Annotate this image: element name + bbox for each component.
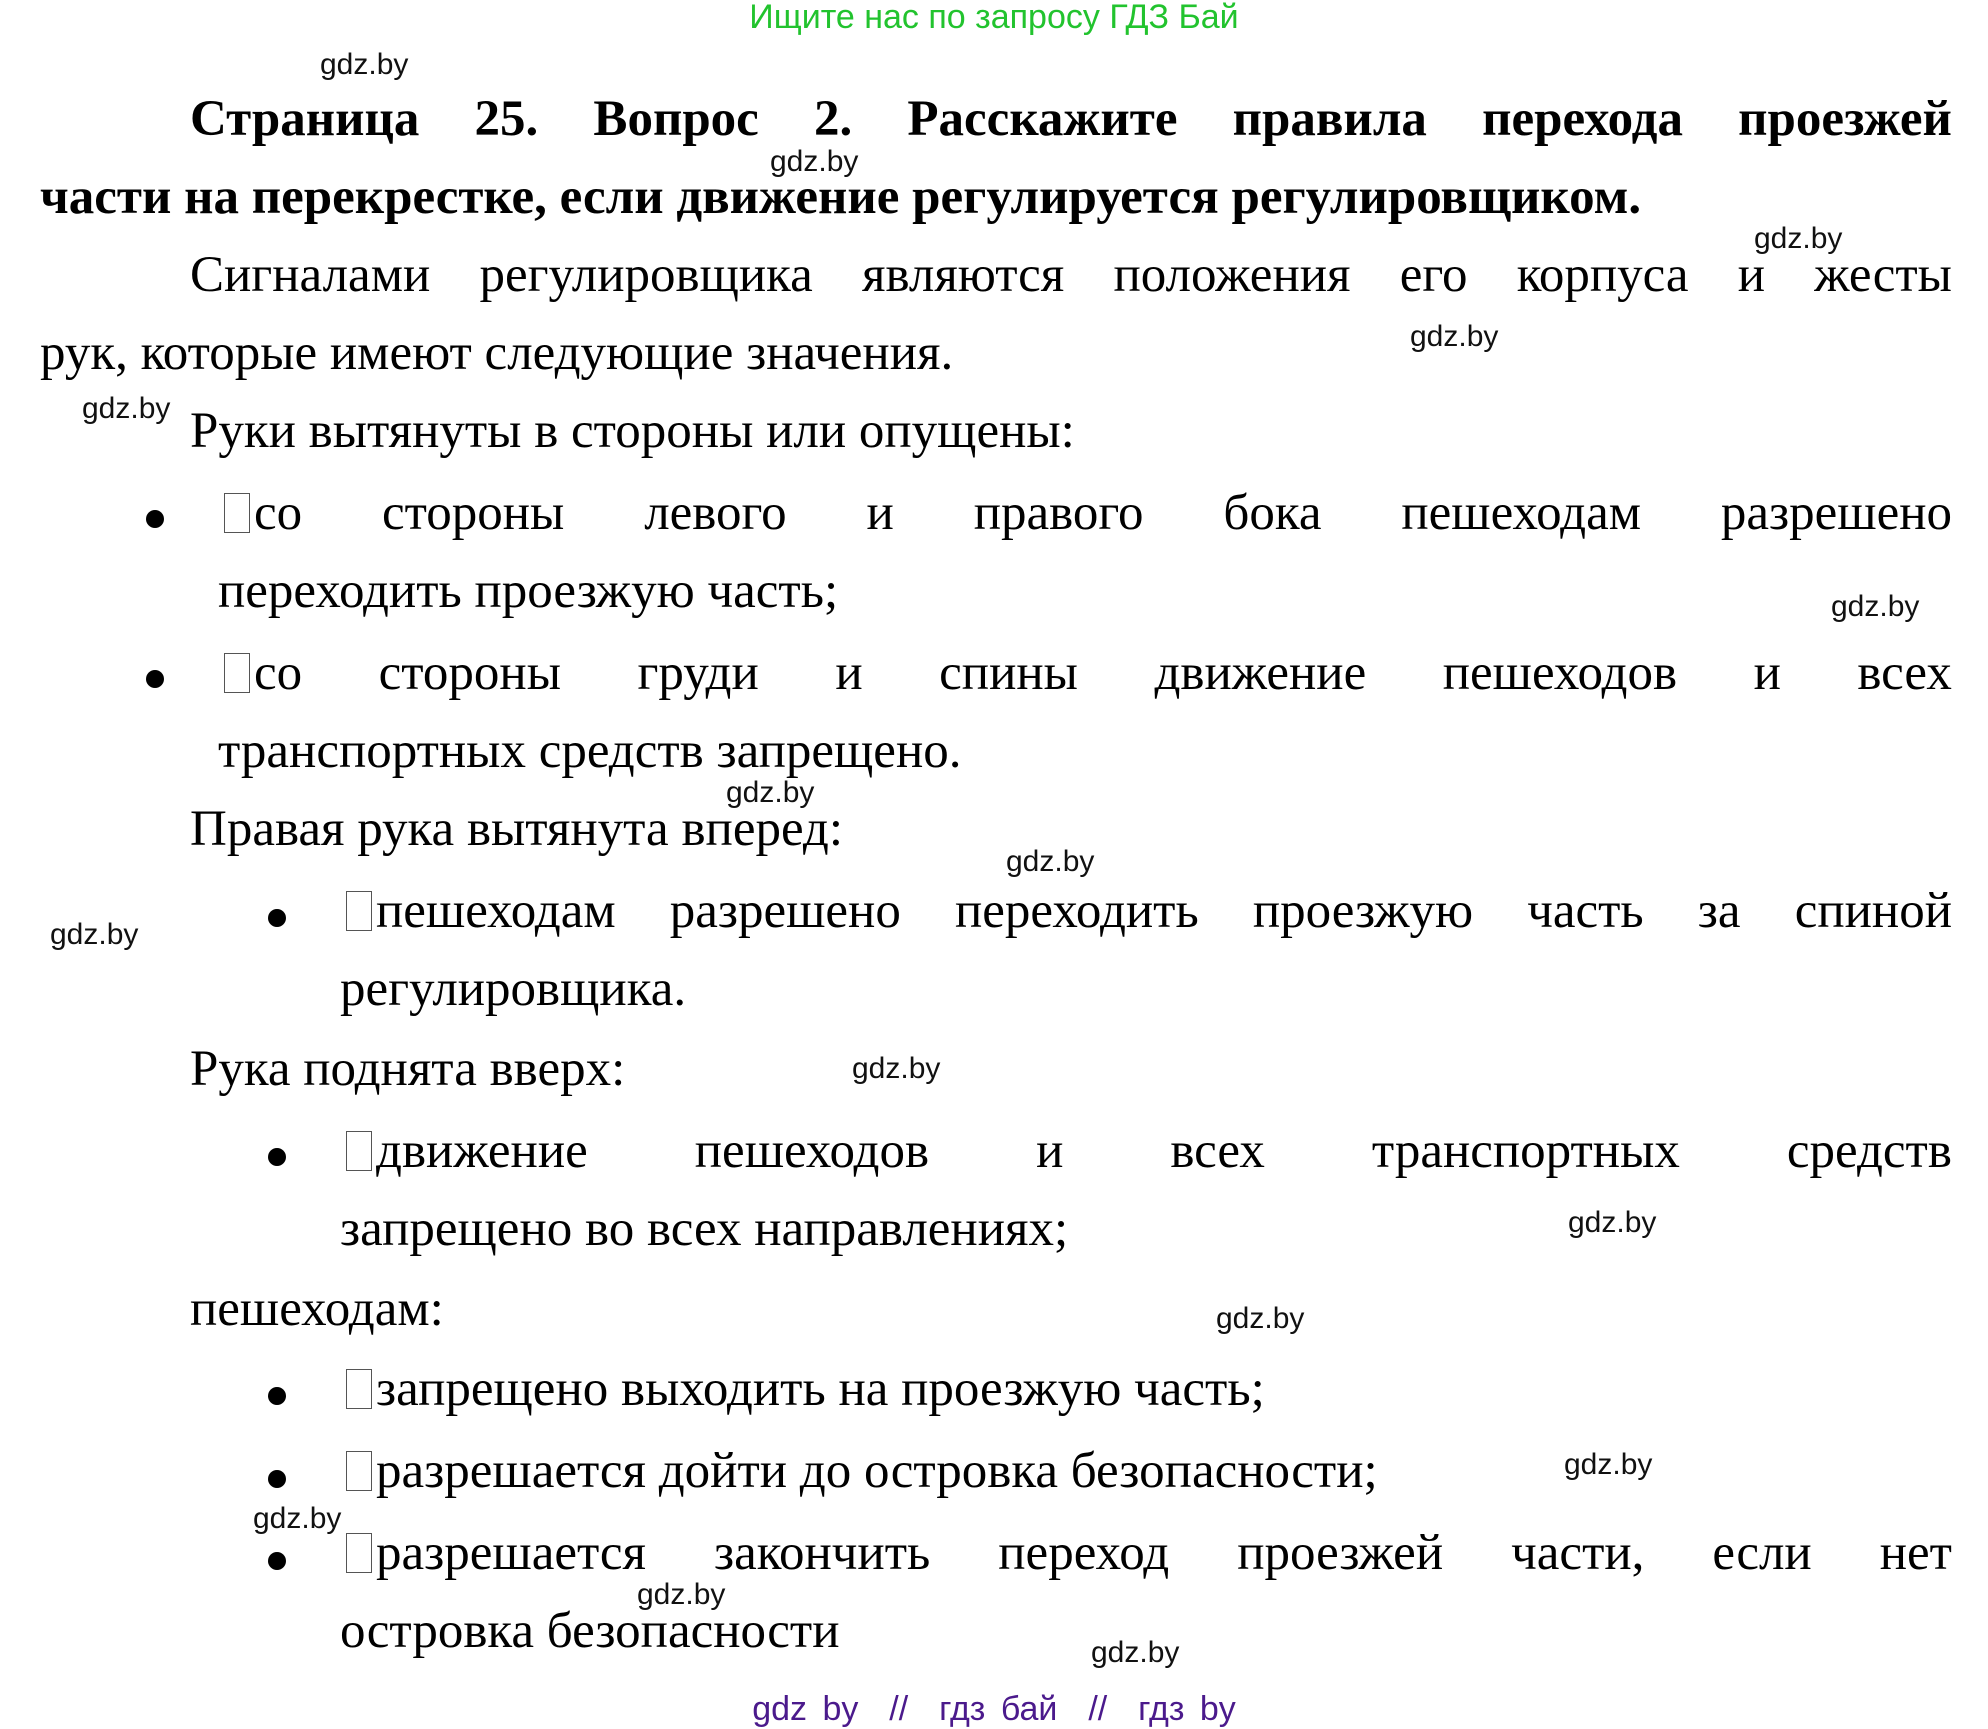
list-item-word (346, 1524, 646, 1582)
list-item-line-2: переходить проезжую часть; (218, 563, 839, 619)
footer-links: gdz by // гдз бай // гдз by (752, 1690, 1236, 1728)
intro-word: его (1399, 247, 1468, 303)
title-word: Страница (190, 91, 420, 147)
list-item-word: пешеходов (694, 1123, 930, 1179)
title-word: правила (1232, 91, 1427, 147)
bullet-icon (146, 670, 164, 688)
list-item-word: левого (644, 485, 787, 541)
title-word: перехода (1482, 91, 1683, 147)
list-item-word: движение (1154, 645, 1367, 701)
list-item-word: транспортных (1371, 1123, 1680, 1179)
list-item-word: части, (1511, 1525, 1645, 1581)
title-line-1 (190, 90, 1952, 148)
watermark: gdz.by (1564, 1448, 1653, 1481)
list-item-line-1 (346, 1442, 1378, 1500)
list-item-line-1 (346, 882, 1952, 940)
intro-word: Сигналами (190, 247, 431, 303)
intro-word: жесты (1814, 247, 1952, 303)
list-item-word (224, 484, 302, 542)
bullet-icon (268, 1470, 286, 1488)
missing-glyph-icon (346, 1533, 372, 1573)
bullet-icon (268, 1387, 286, 1405)
missing-glyph-icon (346, 891, 372, 931)
list-item-word: переход (998, 1525, 1170, 1581)
list-item-word: и (1753, 645, 1781, 701)
missing-glyph-icon (224, 493, 250, 533)
bullet-icon (268, 1148, 286, 1166)
watermark: gdz.by (1831, 590, 1920, 623)
watermark: gdz.by (1754, 222, 1843, 255)
watermark: gdz.by (320, 48, 409, 81)
list-item-word: всех (1857, 645, 1952, 701)
intro-line-1 (190, 246, 1952, 304)
section-heading: Правая рука вытянута вперед: (190, 801, 844, 857)
list-item-word: разрешено (1720, 485, 1952, 541)
word: со (254, 485, 303, 541)
list-item-line-2: транспортных средств запрещено. (218, 723, 962, 779)
bullet-icon (268, 1552, 286, 1570)
list-item-text: запрещено выходить на проезжую часть; (376, 1361, 1265, 1417)
missing-glyph-icon (346, 1131, 372, 1171)
watermark: gdz.by (50, 918, 139, 951)
title-word: Расскажите (907, 91, 1178, 147)
bullet-icon (268, 909, 286, 927)
title-word: 25. (474, 91, 539, 147)
list-item-word: средств (1786, 1123, 1952, 1179)
watermark: gdz.by (852, 1052, 941, 1085)
intro-word: являются (862, 247, 1065, 303)
list-item-line-2: запрещено во всех направлениях; (340, 1201, 1069, 1257)
list-item-line-1 (346, 1524, 1952, 1582)
intro-word: и (1737, 247, 1766, 303)
word: со (254, 645, 303, 701)
list-item-text: пешеходам разрешено переходить проезжую часть за спиной (376, 883, 1952, 939)
word: движение (376, 1123, 588, 1179)
list-item-line-2: регулировщика. (340, 961, 687, 1017)
title-word: 2. (813, 91, 853, 147)
watermark: gdz.by (1568, 1206, 1657, 1239)
watermark: gdz.by (253, 1502, 342, 1535)
search-banner: Ищите нас по запросу ГДЗ Бай (749, 0, 1239, 36)
list-item-word: проезжей (1237, 1525, 1444, 1581)
watermark: gdz.by (770, 145, 859, 178)
list-item-line-1 (224, 484, 1952, 542)
list-item-word: если (1712, 1525, 1812, 1581)
list-item-word: груди (637, 645, 759, 701)
section-heading: Руки вытянуты в стороны или опущены: (190, 403, 1075, 459)
watermark: gdz.by (82, 392, 171, 425)
list-item-word: пешеходов (1442, 645, 1678, 701)
list-item-word: стороны (382, 485, 565, 541)
watermark: gdz.by (1410, 320, 1499, 353)
list-item-word (346, 1122, 588, 1180)
list-item-word: нет (1879, 1525, 1952, 1581)
list-item-word: всех (1170, 1123, 1265, 1179)
list-item-word: стороны (378, 645, 561, 701)
watermark: gdz.by (726, 776, 815, 809)
missing-glyph-icon (224, 653, 250, 693)
watermark: gdz.by (1006, 845, 1095, 878)
list-item-word: пешеходам (1401, 485, 1641, 541)
watermark: gdz.by (637, 1578, 726, 1611)
list-item-line-1 (346, 1360, 1265, 1418)
intro-word: корпуса (1516, 247, 1689, 303)
list-item-line-2: островка безопасности (340, 1603, 840, 1659)
watermark: gdz.by (1216, 1302, 1305, 1335)
missing-glyph-icon (346, 1451, 372, 1491)
list-item-text: разрешается дойти до островка безопасности; (376, 1443, 1378, 1499)
list-item-word: закончить (713, 1525, 931, 1581)
list-item-word: и (866, 485, 894, 541)
list-item-word: бока (1223, 485, 1322, 541)
title-word: Вопрос (593, 91, 759, 147)
list-item-word: правого (973, 485, 1144, 541)
title-word: проезжей (1738, 91, 1952, 147)
word: разрешается (376, 1525, 646, 1581)
intro-word: положения (1113, 247, 1351, 303)
section-heading: Рука поднята вверх: (190, 1041, 626, 1097)
list-item-line-1 (224, 644, 1952, 702)
list-item-word: и (835, 645, 863, 701)
list-item-word: спины (939, 645, 1078, 701)
intro-line-2: рук, которые имеют следующие значения. (40, 325, 954, 381)
list-item-word: и (1036, 1123, 1064, 1179)
watermark: gdz.by (1091, 1636, 1180, 1669)
list-item-line-1 (346, 1122, 1952, 1180)
intro-word: регулировщика (479, 247, 813, 303)
missing-glyph-icon (346, 1369, 372, 1409)
list-item-word (224, 644, 302, 702)
title-line-2: части на перекрестке, если движение регулируется регулировщиком. (40, 169, 1642, 225)
section-heading: пешеходам: (190, 1281, 444, 1337)
bullet-icon (146, 510, 164, 528)
